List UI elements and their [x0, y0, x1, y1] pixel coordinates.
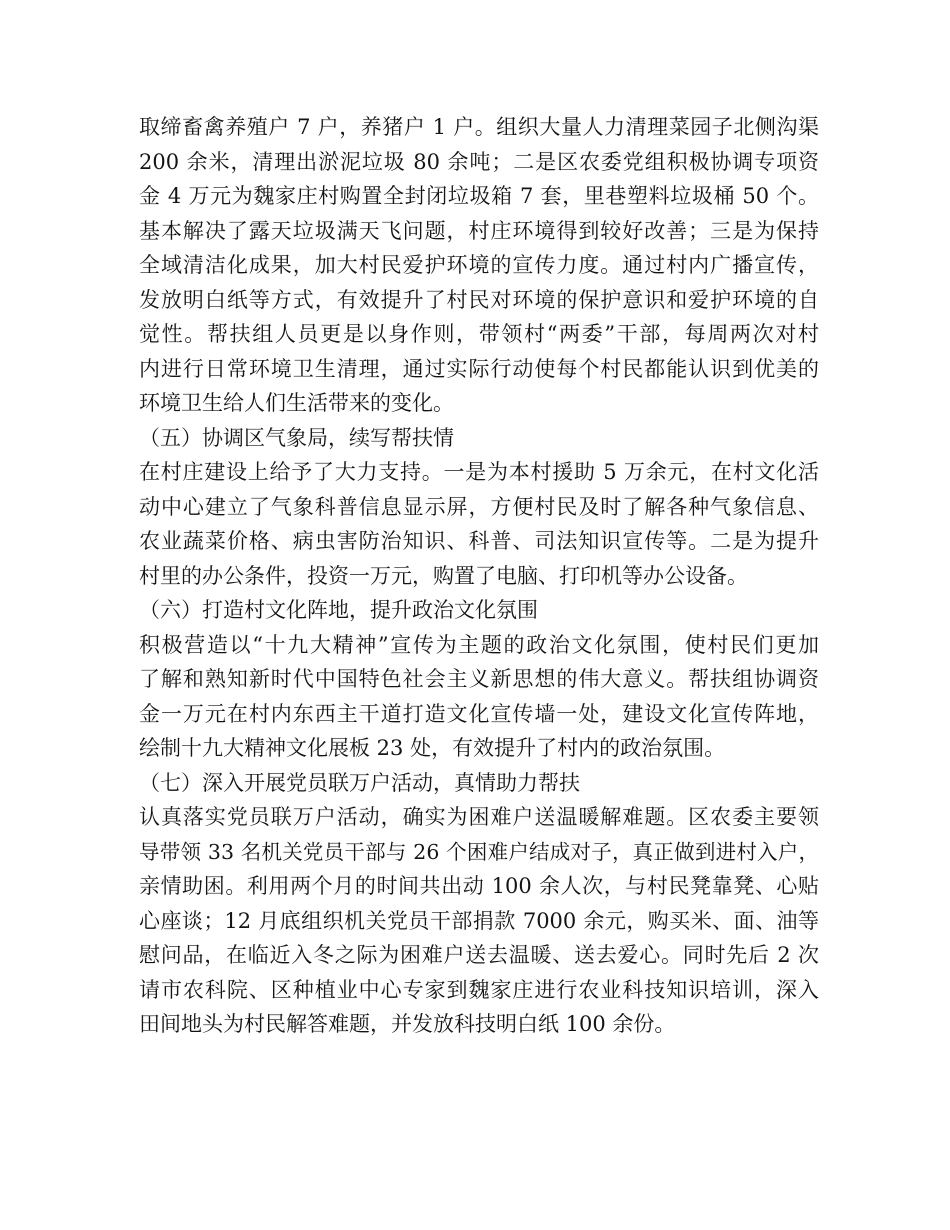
text-line: 田间地头为村民解答难题，并发放科技明白纸 100 余份。 [139, 1012, 676, 1036]
text-line: 农业蔬菜价格、病虫害防治知识、科普、司法知识宣传等。二是为提升 [139, 529, 819, 553]
section-heading: （六）打造村文化阵地，提升政治文化氛围 [139, 598, 538, 622]
text-line: 积极营造以“十九大精神”宣传为主题的政治文化氛围，使村民们更加 [139, 632, 819, 657]
text-line: 内进行日常环境卫生清理，通过实际行动使每个村民都能认识到优美的 [139, 356, 819, 381]
text-line: 环境卫生给人们生活带来的变化。 [139, 391, 454, 415]
text-line: 了解和熟知新时代中国特色社会主义新思想的伟大意义。帮扶组协调资 [139, 667, 819, 691]
text-line: 亲情助困。利用两个月的时间共出动 100 余人次，与村民凳靠凳、心贴 [139, 874, 819, 898]
text-line: 导带领 33 名机关党员干部与 26 个困难户结成对子，真正做到进村入户， [139, 839, 819, 864]
text-line: 发放明白纸等方式，有效提升了村民对环境的保护意识和爱护环境的自 [139, 287, 819, 312]
text-line: 金 4 万元为魏家庄村购置全封闭垃圾箱 7 套，里巷塑料垃圾桶 50 个。 [139, 184, 819, 208]
section-heading: （七）深入开展党员联万户活动，真情助力帮扶 [139, 770, 580, 795]
text-line: 全域清洁化成果，加大村民爱护环境的宣传力度。通过村内广播宣传， [139, 253, 819, 277]
text-line: 绘制十九大精神文化展板 23 处，有效提升了村内的政治氛围。 [139, 736, 726, 760]
text-line: 取缔畜禽养殖户 7 户，养猪户 1 户。组织大量人力清理菜园子北侧沟渠 [139, 115, 819, 139]
text-line: 基本解决了露天垃圾满天飞问题，村庄环境得到较好改善；三是为保持 [139, 218, 819, 243]
text-line: 金一万元在村内东西主干道打造文化宣传墙一处，建设文化宣传阵地， [139, 701, 819, 726]
text-line: 心座谈；12 月底组织机关党员干部捐款 7000 余元，购买米、面、油等 [139, 908, 819, 933]
text-line: 200 余米，清理出淤泥垃圾 80 余吨；二是区农委党组积极协调专项资 [139, 149, 819, 174]
text-line: 村里的办公条件，投资一万元，购置了电脑、打印机等办公设备。 [139, 563, 748, 588]
text-line: 慰问品，在临近入冬之际为困难户送去温暖、送去爱心。同时先后 2 次 [139, 943, 819, 967]
text-line: 在村庄建设上给予了大力支持。一是为本村援助 5 万余元，在村文化活 [139, 460, 819, 484]
document-body [139, 110, 819, 1042]
text-line: 动中心建立了气象科普信息显示屏，方便村民及时了解各种气象信息、 [139, 494, 819, 519]
text-line: 觉性。帮扶组人员更是以身作则，带领村“两委”干部，每周两次对村 [139, 322, 819, 346]
text-line: 认真落实党员联万户活动，确实为困难户送温暖解难题。区农委主要领 [139, 805, 819, 829]
section-heading: （五）协调区气象局，续写帮扶情 [139, 425, 454, 450]
text-line: 请市农科院、区种植业中心专家到魏家庄进行农业科技知识培训，深入 [139, 977, 819, 1002]
